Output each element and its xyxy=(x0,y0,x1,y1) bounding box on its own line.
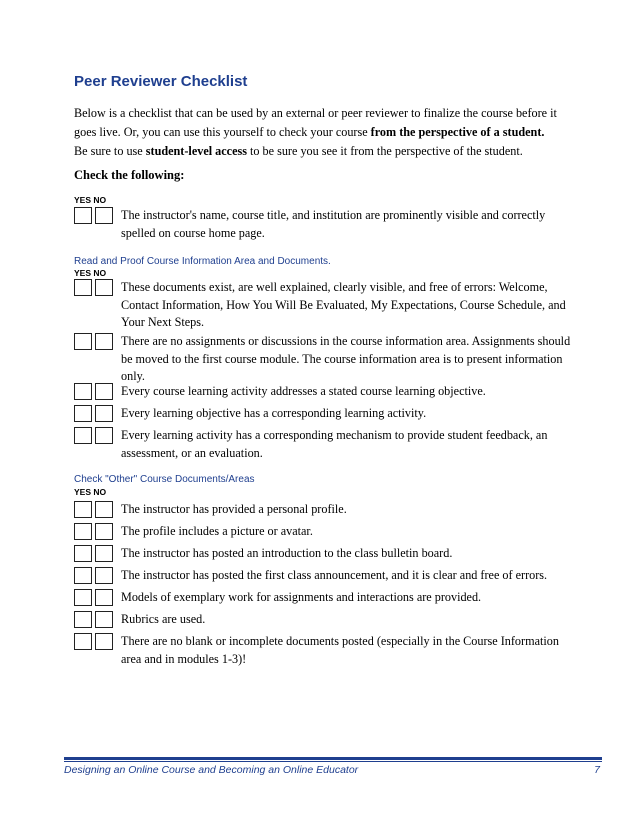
yes-checkbox[interactable] xyxy=(74,567,92,584)
checklist-item-text: The profile includes a picture or avatar. xyxy=(121,524,313,538)
checklist-item-text: Every course learning activity addresses a stated course learning objective. xyxy=(121,384,486,398)
yes-checkbox[interactable] xyxy=(74,633,92,650)
checklist-item-text: The instructor has posted an introduction to the class bulletin board. xyxy=(121,546,453,560)
checklist-item-text: Rubrics are used. xyxy=(121,612,206,626)
checklist-item-text: Every learning activity has a corresponding mechanism to provide student feedback, an assessment, or an evaluation. xyxy=(121,428,548,460)
checkbox-pair xyxy=(74,207,114,225)
no-checkbox[interactable] xyxy=(95,567,113,584)
checkbox-pair xyxy=(74,501,114,519)
checkbox-pair xyxy=(74,279,114,297)
checklist-item-text: The instructor has posted the first class announcement, and it is clear and free of errors. xyxy=(121,568,548,582)
intro-paragraph xyxy=(74,104,574,161)
no-checkbox[interactable] xyxy=(95,633,113,650)
yes-no-label: YES NO xyxy=(74,487,107,497)
footer-title: Designing an Online Course and Becoming an Online Educator xyxy=(64,764,359,776)
page-title: Peer Reviewer Checklist xyxy=(74,73,248,90)
section-title-other-documents: Check "Other" Course Documents/Areas xyxy=(74,474,255,485)
checklist-item-text: There are no blank or incomplete documents posted (especially in the Course Information area and in modules 1-3)! xyxy=(121,634,559,666)
no-checkbox[interactable] xyxy=(95,589,113,606)
yes-checkbox[interactable] xyxy=(74,589,92,606)
intro-line-1: Below is a checklist that can be used by an external or peer reviewer to finalize the course before it xyxy=(74,106,557,120)
checklist-item-text: The instructor's name, course title, and institution are prominently visible and correctly spelled on course home page. xyxy=(121,208,546,240)
yes-checkbox[interactable] xyxy=(74,427,92,444)
intro-line-3-bold: student-level access xyxy=(145,144,247,158)
yes-checkbox[interactable] xyxy=(74,501,92,518)
page-number: 7 xyxy=(594,764,600,776)
checkbox-pair xyxy=(74,567,114,585)
checklist-item-text: Every learning objective has a corresponding learning activity. xyxy=(121,406,427,420)
no-checkbox[interactable] xyxy=(95,501,113,518)
yes-checkbox[interactable] xyxy=(74,523,92,540)
no-checkbox[interactable] xyxy=(95,333,113,350)
checkbox-pair xyxy=(74,383,114,401)
footer-divider-thin xyxy=(64,761,602,762)
yes-checkbox[interactable] xyxy=(74,279,92,296)
intro-line-2-bold: from the perspective of a student. xyxy=(370,125,545,139)
check-heading: Check the following: xyxy=(74,168,185,182)
checklist-item-text: These documents exist, are well explained, clearly visible, and free of errors: Welcome, Contact Information, How You Will Be Evaluated, My Expectations, Course Schedule, and Your Next Steps. xyxy=(121,280,566,329)
yes-checkbox[interactable] xyxy=(74,545,92,562)
checklist-item-text: There are no assignments or discussions in the course information area. Assignments should be moved to the first course module. The course information area is to present information only. xyxy=(121,334,571,383)
yes-checkbox[interactable] xyxy=(74,611,92,628)
yes-checkbox[interactable] xyxy=(74,207,92,224)
intro-line-2-text: goes live. Or, you can use this yourself to check your course xyxy=(74,125,371,139)
checkbox-pair xyxy=(74,523,114,541)
yes-checkbox[interactable] xyxy=(74,405,92,422)
no-checkbox[interactable] xyxy=(95,279,113,296)
no-checkbox[interactable] xyxy=(95,611,113,628)
checkbox-pair xyxy=(74,545,114,563)
yes-checkbox[interactable] xyxy=(74,383,92,400)
no-checkbox[interactable] xyxy=(95,405,113,422)
checkbox-pair xyxy=(74,589,114,607)
checkbox-pair xyxy=(74,333,114,351)
yes-no-label: YES NO xyxy=(74,195,107,205)
checkbox-pair xyxy=(74,427,114,445)
checklist-item-text: Models of exemplary work for assignments and interactions are provided. xyxy=(121,590,482,604)
section-title-course-information: Read and Proof Course Information Area and Documents. xyxy=(74,256,331,267)
checklist-item-text: The instructor has provided a personal profile. xyxy=(121,502,347,516)
footer-divider xyxy=(64,757,602,760)
intro-line-3-text-a: Be sure to use xyxy=(74,144,146,158)
no-checkbox[interactable] xyxy=(95,545,113,562)
no-checkbox[interactable] xyxy=(95,207,113,224)
no-checkbox[interactable] xyxy=(95,523,113,540)
checkbox-pair xyxy=(74,405,114,423)
checkbox-pair xyxy=(74,633,114,651)
intro-line-2 xyxy=(74,123,574,142)
yes-no-label: YES NO xyxy=(74,268,107,278)
no-checkbox[interactable] xyxy=(95,383,113,400)
no-checkbox[interactable] xyxy=(95,427,113,444)
yes-checkbox[interactable] xyxy=(74,333,92,350)
intro-line-3 xyxy=(74,142,574,161)
intro-line-3-text-c: to be sure you see it from the perspective of the student. xyxy=(246,144,523,158)
checkbox-pair xyxy=(74,611,114,629)
